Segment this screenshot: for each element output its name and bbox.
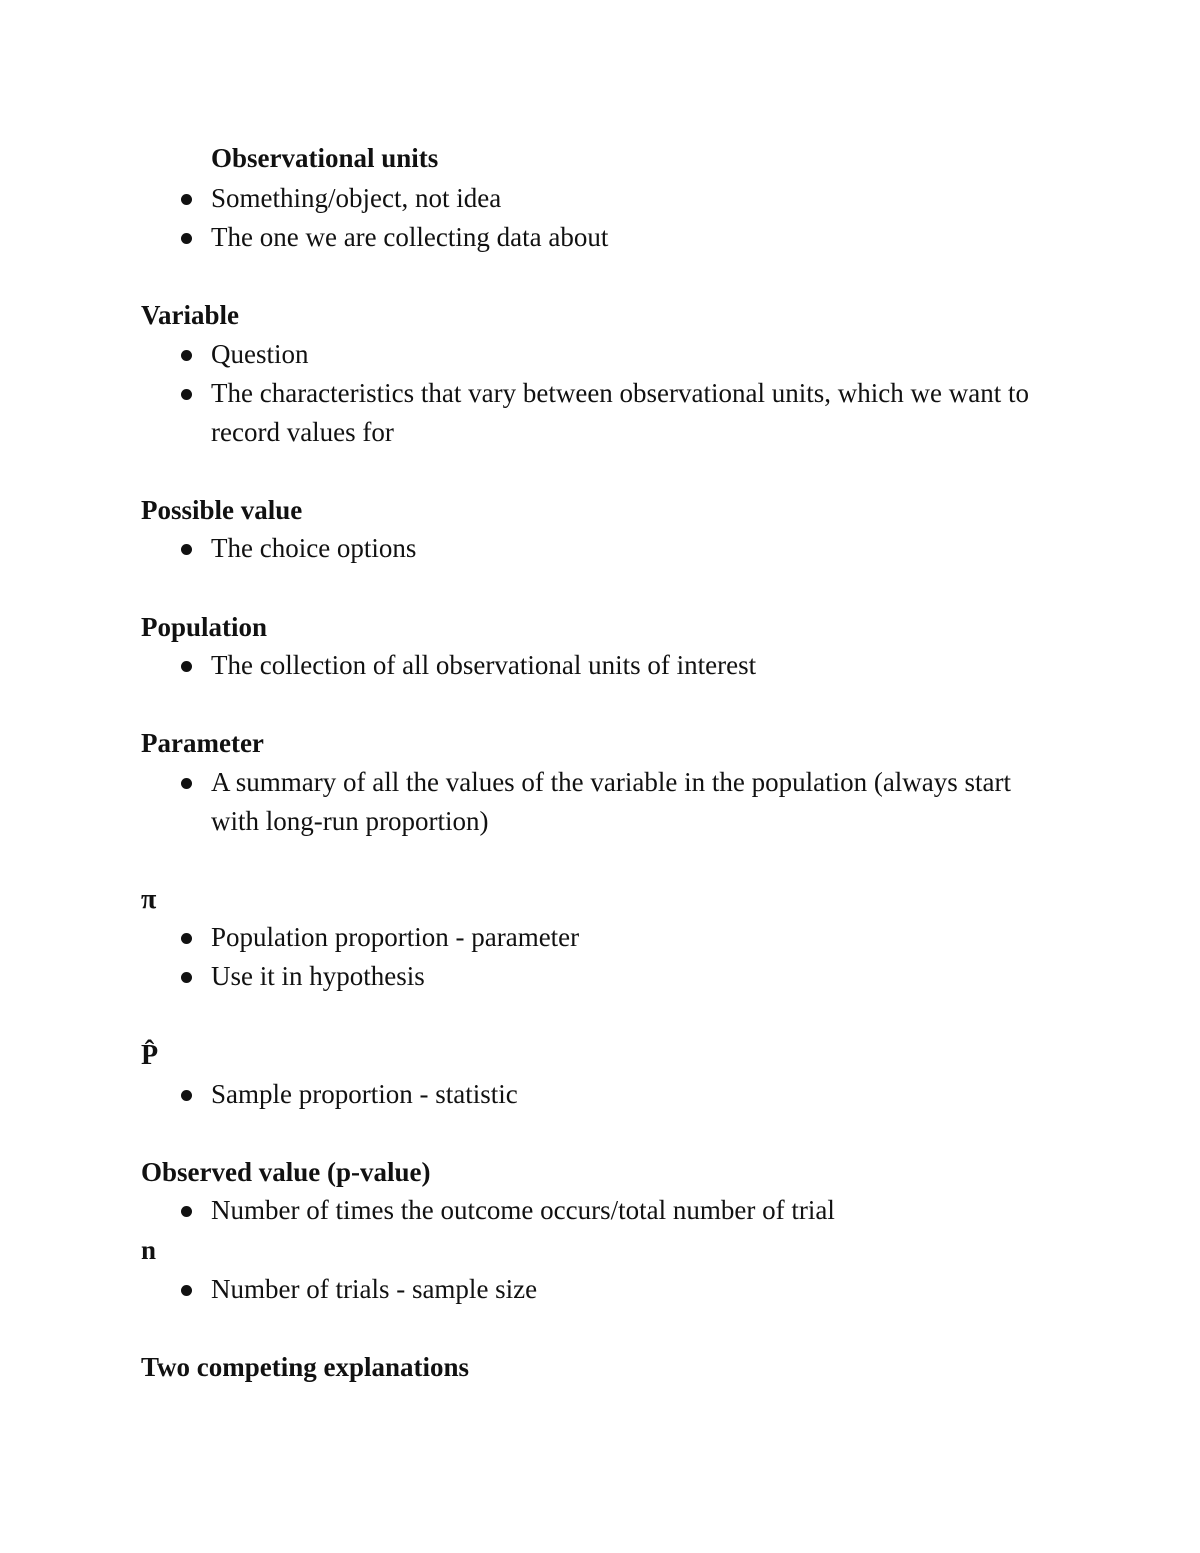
heading-two-competing-explanations: Two competing explanations — [141, 1352, 470, 1382]
heading-population: Population — [141, 612, 268, 642]
list-item: Sample proportion - statistic — [211, 1075, 518, 1114]
list-item: The characteristics that vary between observational units, which we want to record values for — [211, 374, 1041, 452]
heading-parameter: Parameter — [141, 728, 264, 758]
list-item: Number of times the outcome occurs/total number of trial — [211, 1191, 835, 1230]
list-item: A summary of all the values of the variable in the population (always start with long-run proportion) — [211, 763, 1041, 841]
heading-observational-units: Observational units — [211, 143, 439, 173]
list-item: Population proportion - parameter — [211, 918, 579, 957]
list-item: The collection of all observational units of interest — [211, 646, 756, 685]
list-item: Something/object, not idea — [211, 179, 501, 218]
heading-n: n — [141, 1235, 157, 1265]
heading-p-hat-symbol: P̂ — [141, 1040, 159, 1071]
list-item: Number of trials - sample size — [211, 1270, 537, 1309]
list-item: The one we are collecting data about — [211, 218, 608, 257]
heading-possible-value: Possible value — [141, 495, 303, 525]
heading-variable: Variable — [141, 300, 240, 330]
heading-observed-value: Observed value (p-value) — [141, 1157, 431, 1187]
heading-pi-symbol: π — [141, 884, 157, 915]
list-item: The choice options — [211, 529, 416, 568]
list-item: Use it in hypothesis — [211, 957, 425, 996]
list-item: Question — [211, 335, 309, 374]
